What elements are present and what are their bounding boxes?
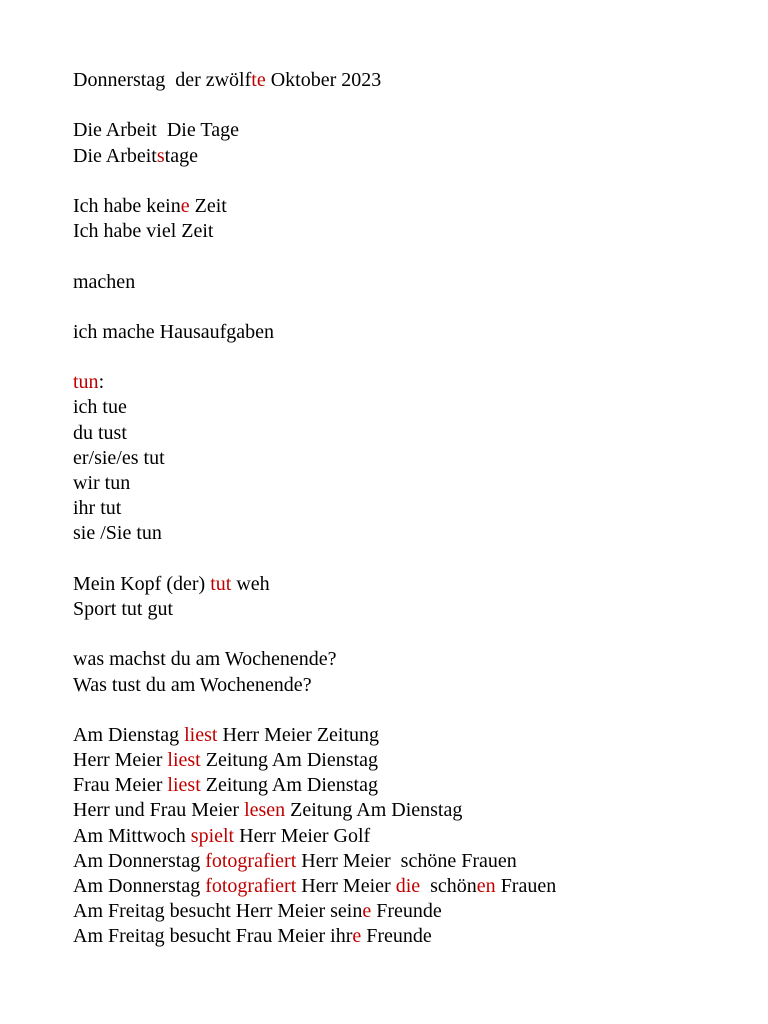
text-segment: Am Mittwoch <box>73 824 191 847</box>
blank-line <box>73 345 556 370</box>
blank-line <box>73 169 556 194</box>
highlighted-text: e <box>180 194 190 217</box>
blank-line <box>73 622 556 647</box>
text-line <box>73 849 556 874</box>
text-segment: was machst du am Wochenende? <box>73 648 337 671</box>
text-segment: Am Donnerstag <box>73 875 206 897</box>
text-line <box>73 118 556 143</box>
text-line <box>73 647 556 672</box>
text-line <box>73 824 556 849</box>
text-line <box>73 370 556 395</box>
text-segment: Frau Meier <box>73 774 168 797</box>
highlighted-text: en <box>476 875 496 897</box>
highlighted-text: tut <box>210 572 232 595</box>
text-segment: Sport tut gut <box>73 597 174 620</box>
blank-line <box>73 244 556 269</box>
text-segment: weh <box>231 572 270 595</box>
highlighted-text: e <box>352 925 362 948</box>
text-segment: Zeitung Am Dienstag <box>200 774 378 797</box>
text-line <box>73 446 556 471</box>
text-segment: Mein Kopf (der) <box>73 572 211 595</box>
text-segment: Die Arbeit Die Tage <box>73 119 239 142</box>
text-line <box>73 320 556 345</box>
text-line <box>73 673 556 698</box>
text-segment: Die Arbeit <box>73 144 157 167</box>
text-segment: Herr Meier Zeitung <box>217 723 380 746</box>
text-line <box>73 471 556 496</box>
text-segment: Herr Meier <box>296 875 396 897</box>
text-segment: : <box>98 371 105 394</box>
text-segment: machen <box>73 270 136 293</box>
text-line <box>73 194 556 219</box>
text-segment: du tust <box>73 421 127 444</box>
highlighted-text: e <box>362 900 372 923</box>
document-text <box>73 68 556 950</box>
text-segment: Zeitung Am Dienstag <box>200 749 378 772</box>
text-segment: Ich habe viel Zeit <box>73 220 214 243</box>
text-line <box>73 496 556 521</box>
highlighted-text: fotografiert <box>205 849 297 872</box>
text-segment: tage <box>164 144 198 167</box>
blank-line <box>73 698 556 723</box>
highlighted-text: te <box>251 69 266 91</box>
text-segment: Am Freitag besucht Frau Meier ihr <box>73 925 353 948</box>
blank-line <box>73 547 556 572</box>
text-segment: Herr und Frau Meier <box>73 799 245 822</box>
text-line <box>73 144 556 169</box>
text-segment: Frauen <box>495 875 557 897</box>
text-segment: ihr tut <box>73 497 122 520</box>
text-segment: Am Freitag besucht Herr Meier sein <box>73 900 363 923</box>
text-line <box>73 270 556 295</box>
text-segment: Zeitung Am Dienstag <box>285 799 463 822</box>
blank-line <box>73 93 556 118</box>
text-segment: Freunde <box>371 900 442 923</box>
text-line <box>73 421 556 446</box>
highlighted-text: liest <box>167 749 201 772</box>
highlighted-text: lesen <box>244 799 286 822</box>
text-segment: sie /Sie tun <box>73 522 162 545</box>
highlighted-text: die <box>395 875 421 897</box>
text-segment: Herr Meier Golf <box>234 824 371 847</box>
text-line <box>73 723 556 748</box>
text-segment: Donnerstag der zwölf <box>73 69 252 91</box>
highlighted-text: tun <box>73 371 99 394</box>
text-segment: Was tust du am Wochenende? <box>73 673 312 696</box>
highlighted-text: liest <box>167 774 201 797</box>
text-line <box>73 874 556 899</box>
highlighted-text: fotografiert <box>205 875 297 897</box>
text-line <box>73 597 556 622</box>
text-line <box>73 395 556 420</box>
text-line <box>73 521 556 546</box>
text-segment: schön <box>420 875 477 897</box>
text-line <box>73 748 556 773</box>
text-segment: Freunde <box>361 925 432 948</box>
text-segment: Oktober 2023 <box>265 69 382 91</box>
highlighted-text: liest <box>184 723 218 746</box>
text-segment: Herr Meier <box>73 749 168 772</box>
blank-line <box>73 295 556 320</box>
highlighted-text: s <box>156 144 165 167</box>
text-segment: Am Donnerstag <box>73 849 206 872</box>
text-segment: Zeit <box>189 194 227 217</box>
text-segment: Ich habe kein <box>73 194 181 217</box>
text-line <box>73 572 556 597</box>
text-segment: ich tue <box>73 396 127 419</box>
text-segment: ich mache Hausaufgaben <box>73 320 275 343</box>
text-segment: er/sie/es tut <box>73 446 165 469</box>
text-segment: Herr Meier schöne Frauen <box>296 849 517 872</box>
text-line <box>73 219 556 244</box>
text-line <box>73 68 556 93</box>
text-line <box>73 773 556 798</box>
text-segment: wir tun <box>73 472 131 494</box>
text-line <box>73 924 556 949</box>
text-segment: Am Dienstag <box>73 723 185 746</box>
text-line <box>73 899 556 924</box>
highlighted-text: spielt <box>190 824 235 847</box>
text-line <box>73 798 556 823</box>
